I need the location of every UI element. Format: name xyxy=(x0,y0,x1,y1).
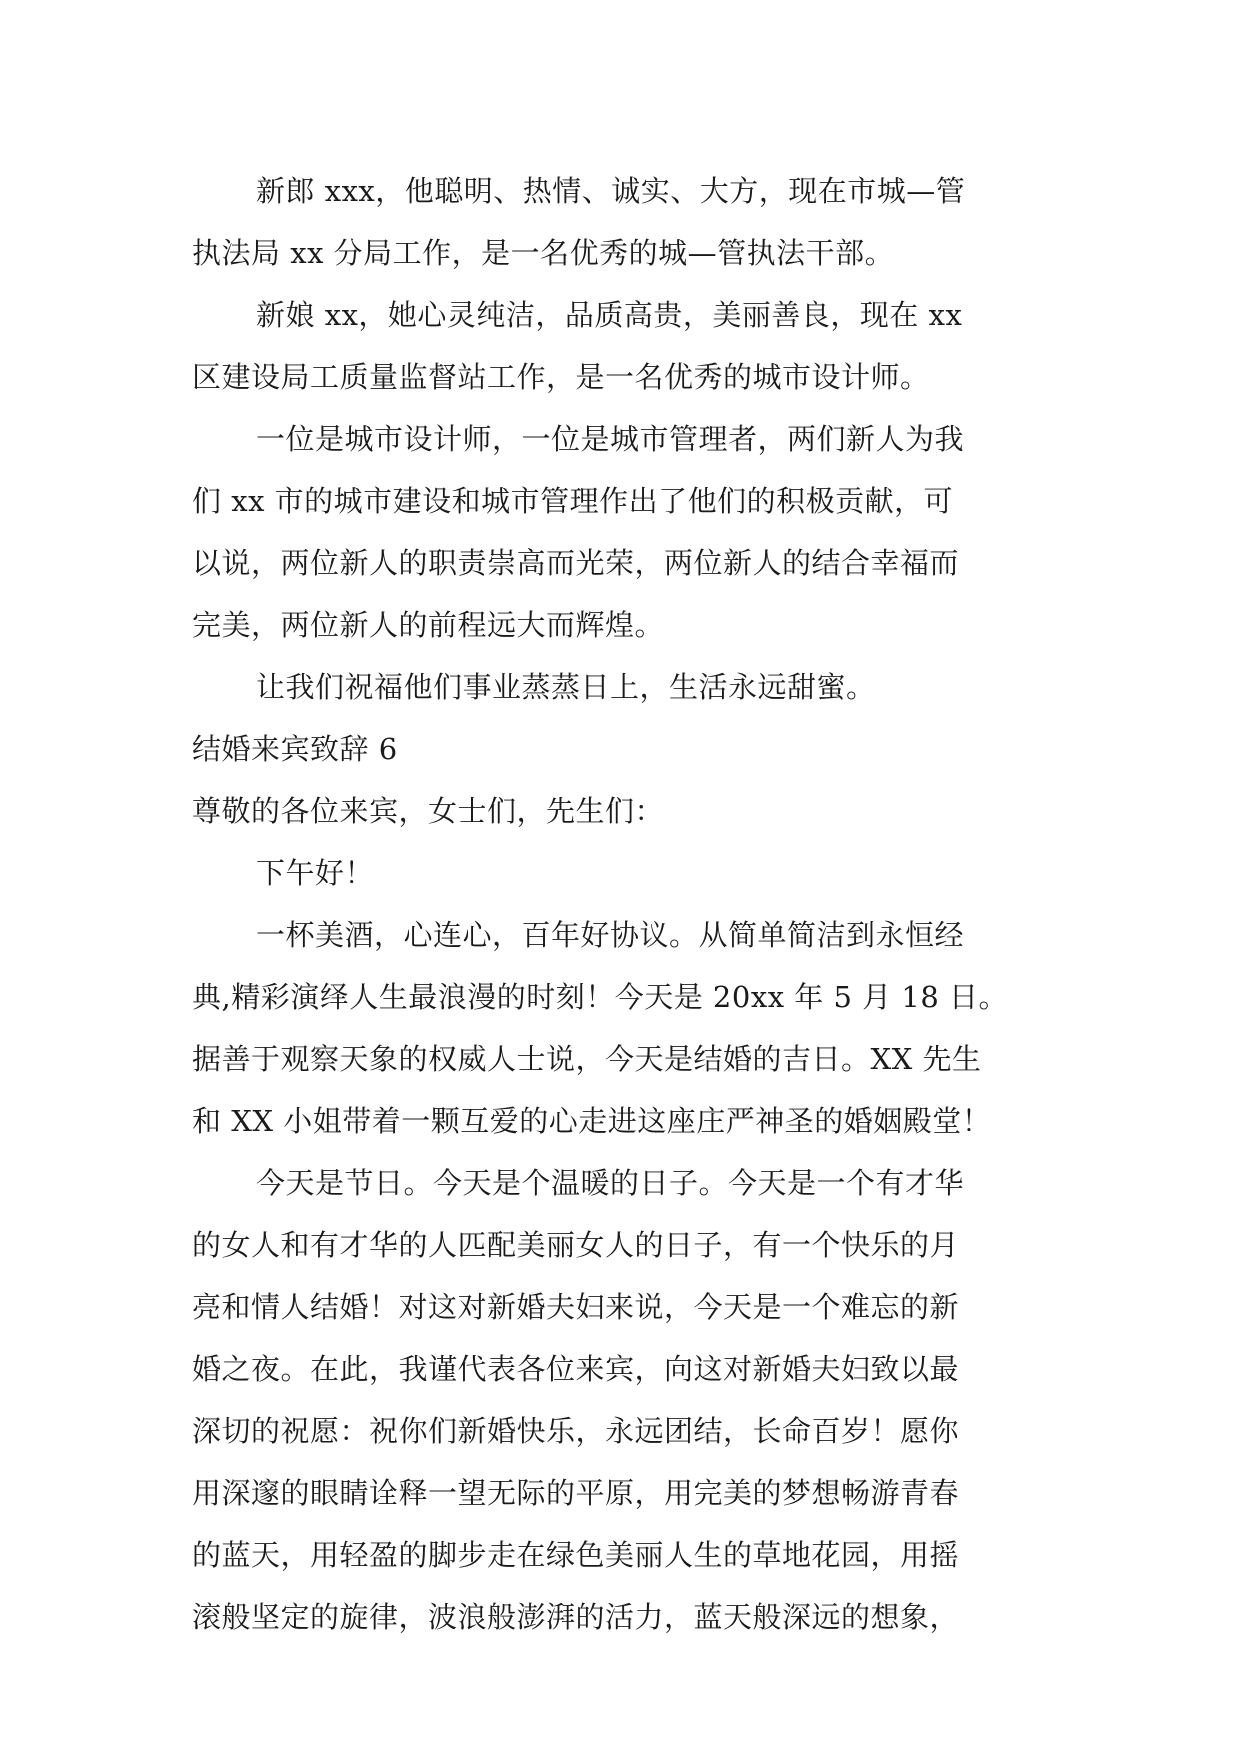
section-heading: 结婚来宾致辞 6 xyxy=(192,732,398,766)
text-line: 的女人和有才华的人匹配美丽女人的日子，有一个快乐的月 xyxy=(192,1228,960,1262)
text-line: 一杯美酒，心连心，百年好协议。从简单简洁到永恒经 xyxy=(256,918,965,952)
text-line: 婚之夜。在此，我谨代表各位来宾，向这对新婚夫妇致以最 xyxy=(192,1352,960,1386)
text-line: 今天是节日。今天是个温暖的日子。今天是一个有才华 xyxy=(256,1166,965,1200)
text-line: 执法局 xx 分局工作，是一名优秀的城—管执法干部。 xyxy=(192,236,895,270)
text-line: 用深邃的眼睛诠释一望无际的平原，用完美的梦想畅游青春 xyxy=(192,1476,960,1510)
greeting: 下午好！ xyxy=(256,856,375,890)
text-line: 以说，两位新人的职责崇高而光荣，两位新人的结合幸福而 xyxy=(192,546,960,580)
text-line: 们 xx 市的城市建设和城市管理作出了他们的积极贡献，可 xyxy=(192,484,954,518)
text-line: 的蓝天，用轻盈的脚步走在绿色美丽人生的草地花园，用摇 xyxy=(192,1538,960,1572)
text-line: 让我们祝福他们事业蒸蒸日上，生活永远甜蜜。 xyxy=(256,670,876,704)
text-line: 区建设局工质量监督站工作，是一名优秀的城市设计师。 xyxy=(192,360,930,394)
text-line: 深切的祝愿：祝你们新婚快乐，永远团结，长命百岁！愿你 xyxy=(192,1414,960,1448)
text-line: 亮和情人结婚！对这对新婚夫妇来说，今天是一个难忘的新 xyxy=(192,1290,960,1324)
text-line: 新郎 xxx，他聪明、热情、诚实、大方，现在市城—管 xyxy=(256,174,966,208)
text-line: 和 XX 小姐带着一颗互爱的心走进这座庄严神圣的婚姻殿堂！ xyxy=(192,1104,992,1138)
text-line: 据善于观察天象的权威人士说，今天是结婚的吉日。XX 先生 xyxy=(192,1042,982,1076)
text-line: 典,精彩演绎人生最浪漫的时刻！今天是 20xx 年 5 月 18 日。 xyxy=(192,980,1008,1014)
salutation: 尊敬的各位来宾，女士们，先生们： xyxy=(192,794,665,828)
text-line: 新娘 xx，她心灵纯洁，品质高贵，美丽善良，现在 xx xyxy=(256,298,963,332)
text-line: 完美，两位新人的前程远大而辉煌。 xyxy=(192,608,665,642)
text-line: 滚般坚定的旋律，波浪般澎湃的活力，蓝天般深远的想象， xyxy=(192,1600,960,1634)
document-body xyxy=(192,160,1058,1648)
text-line: 一位是城市设计师，一位是城市管理者，两们新人为我 xyxy=(256,422,965,456)
